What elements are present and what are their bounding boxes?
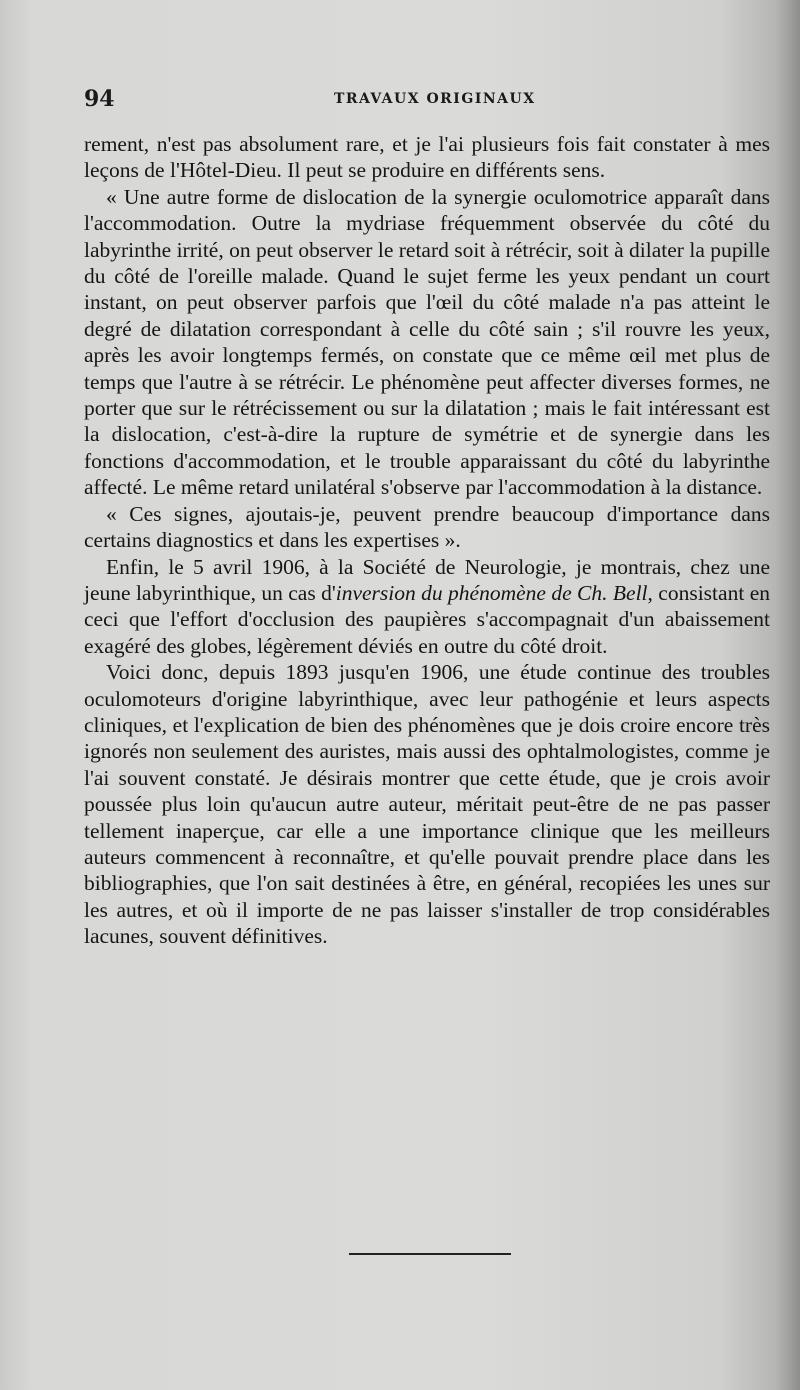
end-rule <box>349 1253 511 1255</box>
paragraph-continuation: rement, n'est pas absolument rare, et je l'ai plusieurs fois fait constater à mes leçons de l'Hôtel-Dieu. Il peut se produire en différents sens. <box>84 132 770 183</box>
paragraph-quote-signs: « Ces signes, ajoutais-je, peuvent prendre beaucoup d'importance dans certains diagnostics et dans les expertises ». <box>84 501 770 553</box>
paragraph-accommodation: « Une autre forme de dislocation de la synergie oculomotrice apparaît dans l'accommodation. Outre la mydriase fréquemment observée du côté du labyrinthe irrité, on peut observer le retard soit à rétrécir, soit à dilater la pupille du côté de l'oreille malade. Quand le sujet ferme les yeux pendant un court instant, on peut observer parfois que l'œil du côté malade n'a pas atteint le degré de dilatation correspondant à celle du côté sain ; s'il rouvre les yeux, après les avoir longtemps fermés, on constate que ce même œil met plus de temps que l'autre à se rétrécir. Le phénomène peut affecter diverses formes, ne porter que sur le rétrécissement ou sur la dilatation ; mais le fait intéressant est la dislocation, c'est-à-dire la rupture de symétrie et de synergie dans les fonctions d'accommodation, et le trouble apparaissant du côté du labyrinthe affecté. Le même retard unilatéral s'observe par l'accommodation à la distance. <box>84 184 770 500</box>
page-header <box>84 86 774 116</box>
bell-italic-phrase: inversion du phénomène de Ch. Bell <box>335 580 648 605</box>
bell-text-after: , consistant en ceci que l'effort d'occlusion des paupières s'accompagnait d'un abaissement exagéré des globes, légèrement déviés en outre du côté droit. <box>84 580 770 658</box>
paragraph-bell-inversion <box>84 554 770 660</box>
body-text <box>84 131 770 950</box>
paragraph-conclusion: Voici donc, depuis 1893 jusqu'en 1906, une étude continue des troubles oculomoteurs d'origine labyrinthique, avec leur pathogénie et leurs aspects cliniques, et l'explication de bien des phénomènes que je dois croire encore très ignorés non seulement des auristes, mais aussi des ophtalmologistes, comme je l'ai souvent constaté. Je désirais montrer que cette étude, que je crois avoir poussée plus loin qu'aucun autre auteur, méritait peut-être de ne pas passer tellement inaperçue, car elle a une importance clinique que les meilleurs auteurs commencent à reconnaître, et qu'elle pouvait prendre place dans les bibliographies, que l'on sait destinées à être, en général, recopiées les unes sur les autres, et où il importe de ne pas laisser s'installer de trop considérables lacunes, souvent définitives. <box>84 660 770 949</box>
bell-text-before: Enfin, le 5 avril 1906, à la Société de Neurologie, je montrais, chez une jeune labyrinthique, un cas d' <box>84 554 770 605</box>
running-head: TRAVAUX ORIGINAUX <box>334 91 536 107</box>
page-number: 94 <box>84 86 115 112</box>
